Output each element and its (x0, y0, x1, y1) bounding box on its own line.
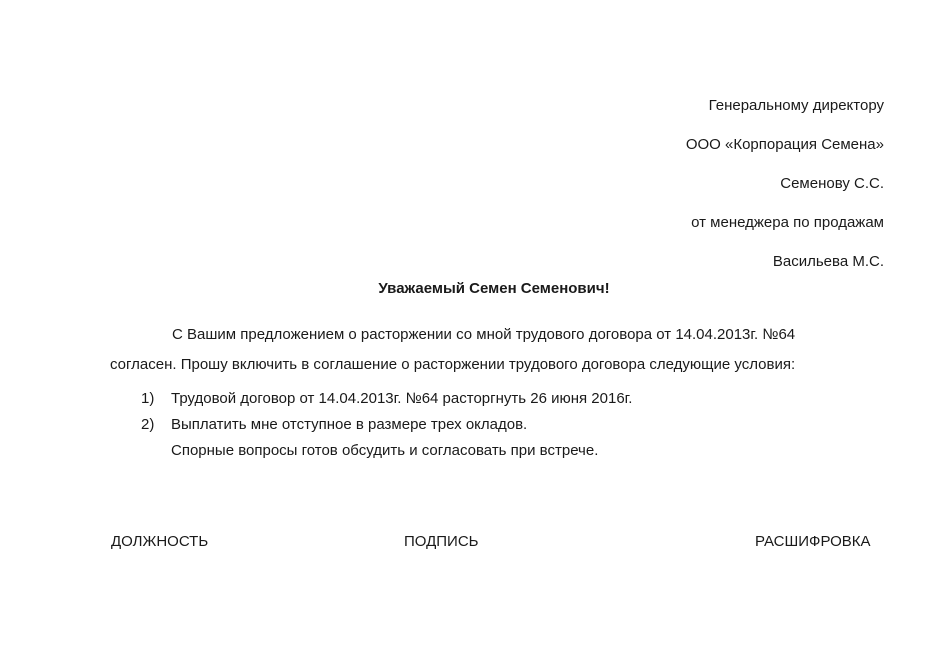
conditions-list (141, 386, 632, 464)
addressee-company: ООО «Корпорация Семена» (685, 136, 884, 153)
list-item (141, 412, 632, 438)
addressee-name: Семенову С.С. (780, 175, 884, 192)
list-item-text: Трудовой договор от 14.04.2013г. №64 расторгнуть 26 июня 2016г. (171, 390, 633, 407)
addressee-block (686, 86, 884, 281)
closing-note: Спорные вопросы готов обсудить и согласовать при встрече. (171, 442, 599, 459)
list-item-text: Выплатить мне отступное в размере трех окладов. (171, 416, 528, 433)
paragraph-line-1-text: С Вашим предложением о расторжении со мной трудового договора от 14.04.2013г. №64 (172, 326, 796, 343)
list-item (141, 386, 632, 412)
signature-label: ПОДПИСЬ (404, 533, 479, 550)
salutation: Уважаемый Семен Семенович! (378, 280, 610, 297)
paragraph-line-1 (110, 320, 880, 350)
list-item-number: 2) (141, 416, 155, 433)
position-label: ДОЛЖНОСТЬ (111, 533, 209, 550)
paragraph-line-2: согласен. Прошу включить в соглашение о расторжении трудового договора следующие условия: (110, 356, 796, 373)
name-decoding-label: РАСШИФРОВКА (755, 533, 871, 550)
body-paragraph (110, 320, 880, 380)
sender-name: Васильева М.С. (772, 253, 884, 270)
addressee-title: Генеральному директору (708, 97, 884, 114)
list-item-number: 1) (141, 390, 155, 407)
sender-position: от менеджера по продажам (691, 214, 884, 231)
